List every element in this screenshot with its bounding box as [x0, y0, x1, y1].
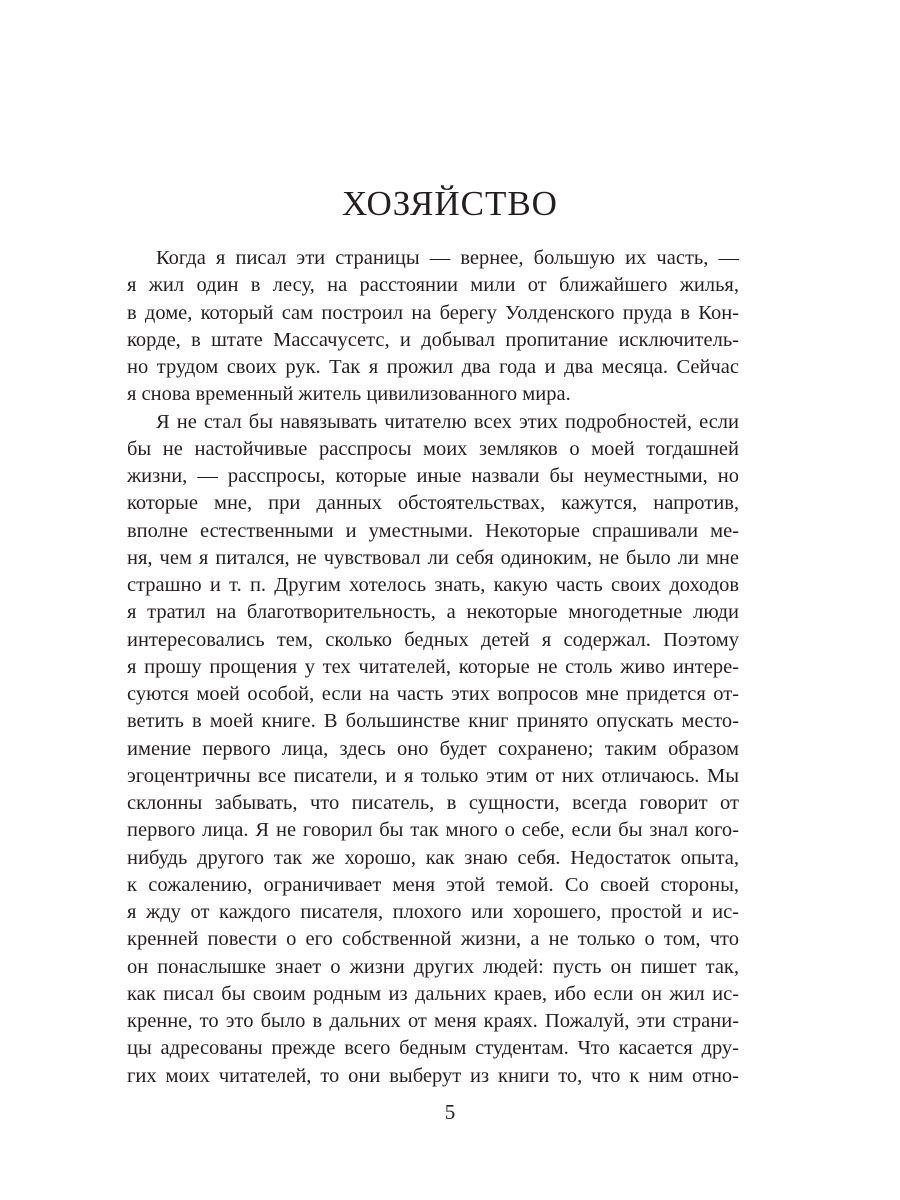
text-line: суются моей особой, если на часть этих вопросов мне придется от-	[127, 683, 739, 705]
text-line: которые мне, при данных обстоятельствах, кажутся, напротив,	[127, 492, 739, 515]
text-line: ветить в моей книге. В большинстве книг принято опускать место-	[127, 710, 739, 733]
text-line: кренней повести о его собственной жизни, а не только о том, что	[127, 928, 739, 951]
text-line: вполне естественными и уместными. Некоторые спрашивали ме-	[127, 519, 739, 542]
text-line: жизни, — расспросы, которые иные назвали бы неуместными, но	[127, 465, 739, 487]
text-line: страшно и т. п. Другим хотелось знать, какую часть своих доходов	[127, 574, 739, 596]
text-line: кренне, то это было в дальних от меня краях. Пожалуй, эти страни-	[127, 1010, 739, 1032]
text-line: к сожалению, ограничивает меня этой темой. Со своей стороны,	[127, 873, 739, 896]
text-line: Я не стал бы навязывать читателю всех этих подробностей, если	[156, 410, 739, 433]
text-line: я жду от каждого писателя, плохого или хорошего, простой и ис-	[127, 901, 739, 923]
text-line: интересовались тем, сколько бедных детей я содержал. Поэтому	[127, 628, 739, 651]
text-line: но трудом своих рук. Так я прожил два года и два месяца. Сейчас	[127, 356, 739, 378]
text-line: он понаслышке знает о жизни других людей: пусть он пишет так,	[127, 955, 739, 978]
chapter-title: ХОЗЯЙСТВО	[342, 184, 558, 223]
text-line: я жил один в лесу, на расстоянии мили от ближайшего жилья,	[127, 274, 739, 297]
text-line: в доме, который сам построил на берегу Уолденского пруда в Кон-	[127, 301, 739, 324]
text-line: я снова временный житель цивилизованного мира.	[127, 383, 571, 406]
text-line: склонны забывать, что писатель, в сущности, всегда говорит от	[127, 792, 739, 814]
text-line: первого лица. Я не говорил бы так много о себе, если бы знал кого-	[127, 819, 739, 842]
text-line: цы адресованы прежде всего бедным студентам. Что касается дру-	[127, 1037, 739, 1060]
paragraph-2	[127, 409, 739, 1090]
text-line: я прошу прощения у тех читателей, которые не столь живо интере-	[127, 655, 739, 678]
text-line: Когда я писал эти страницы — вернее, большую их часть, —	[156, 247, 739, 269]
text-line: имение первого лица, здесь оно будет сохранено; таким образом	[127, 737, 739, 760]
text-line: ня, чем я питался, не чувствовал ли себя одиноким, не было ли мне	[127, 546, 739, 569]
text-line: я тратил на благотворительность, а некоторые многодетные люди	[127, 601, 739, 624]
text-line: корде, в штате Массачусетс, и добывал пропитание исключитель-	[127, 328, 739, 351]
paragraph-1	[127, 245, 739, 409]
text-line: гих моих читателей, то они выберут из книги то, что к ним отно-	[127, 1064, 739, 1087]
text-line: нибудь другого так же хорошо, как знаю себя. Недостаток опыта,	[127, 846, 739, 869]
page-number: 5	[444, 1100, 456, 1124]
text-line: бы не настойчивые расспросы моих земляков о моей тогдашней	[127, 437, 739, 460]
text-line: эгоцентричны все писатели, и я только этим от них отличаюсь. Мы	[127, 764, 739, 787]
body-text	[127, 245, 739, 1090]
text-line: как писал бы своим родным из дальних краев, ибо если он жил ис-	[127, 982, 739, 1005]
